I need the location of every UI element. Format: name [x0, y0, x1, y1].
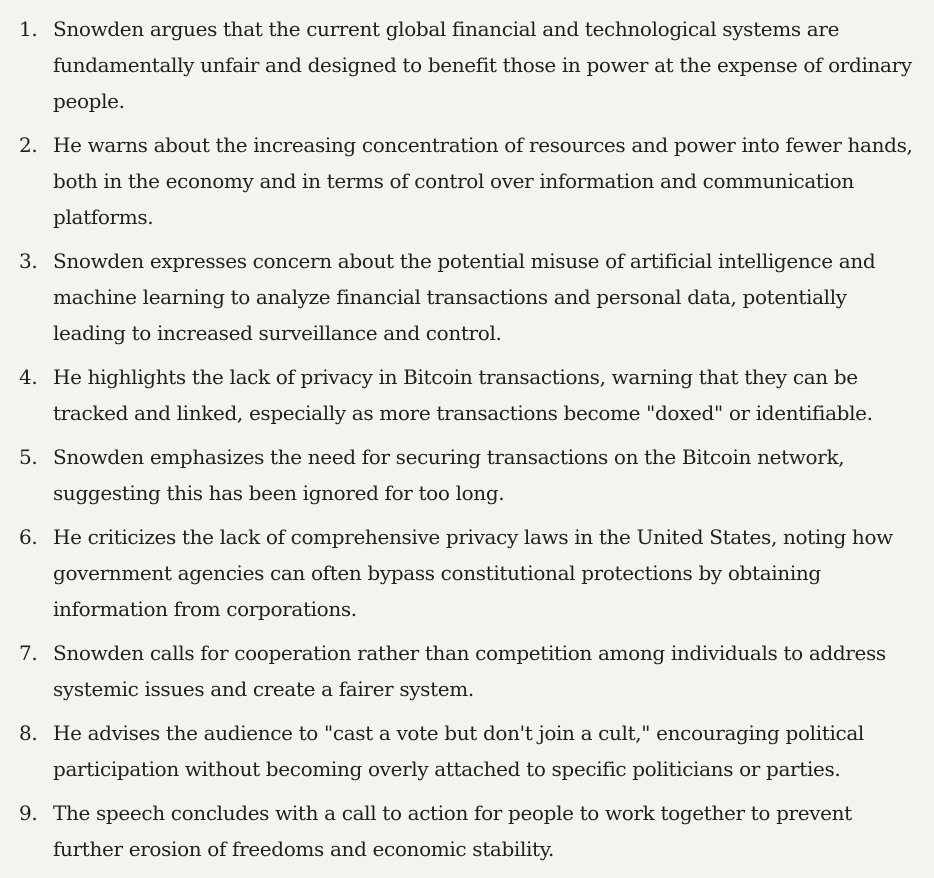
list-item — [0, 11, 934, 119]
list-item-number: 4. — [19, 365, 38, 389]
list-item — [0, 635, 934, 707]
list-item — [0, 795, 934, 867]
list-item-text: He advises the audience to "cast a vote but don't join a cult," encouraging political participation without becoming overly attached to specific politicians or parties. — [53, 721, 864, 781]
list-item-text: Snowden calls for cooperation rather than competition among individuals to address systemic issues and create a fairer system. — [53, 641, 886, 701]
list-item — [0, 243, 934, 351]
list-item — [0, 359, 934, 431]
list-item — [0, 715, 934, 787]
list-item-text: The speech concludes with a call to action for people to work together to prevent further erosion of freedoms and economic stability. — [53, 801, 852, 861]
list-item-number: 6. — [19, 525, 38, 549]
list-item-number: 9. — [19, 801, 38, 825]
list-item-text: He warns about the increasing concentration of resources and power into fewer hands, both in the economy and in terms of control over information and communication platforms. — [53, 133, 913, 229]
list-item-number: 2. — [19, 133, 38, 157]
list-item — [0, 439, 934, 511]
list-item-number: 1. — [19, 17, 38, 41]
list-item-text: He highlights the lack of privacy in Bitcoin transactions, warning that they can be tracked and linked, especially as more transactions become "doxed" or identifiable. — [53, 365, 873, 425]
list-item-number: 7. — [19, 641, 38, 665]
list-item — [0, 127, 934, 235]
list-item-number: 5. — [19, 445, 38, 469]
list-item-number: 8. — [19, 721, 38, 745]
list-item-text: Snowden emphasizes the need for securing transactions on the Bitcoin network, suggesting this has been ignored for too long. — [53, 445, 845, 505]
list-item-text: Snowden expresses concern about the potential misuse of artificial intelligence and machine learning to analyze financial transactions and personal data, potentially leading to increased surveillance and control. — [53, 249, 876, 345]
numbered-list — [0, 11, 934, 867]
list-item-text: He criticizes the lack of comprehensive privacy laws in the United States, noting how government agencies can often bypass constitutional protections by obtaining information from corporations. — [53, 525, 893, 621]
list-item — [0, 519, 934, 627]
list-item-text: Snowden argues that the current global financial and technological systems are fundamentally unfair and designed to benefit those in power at the expense of ordinary people. — [53, 17, 912, 113]
list-item-number: 3. — [19, 249, 38, 273]
